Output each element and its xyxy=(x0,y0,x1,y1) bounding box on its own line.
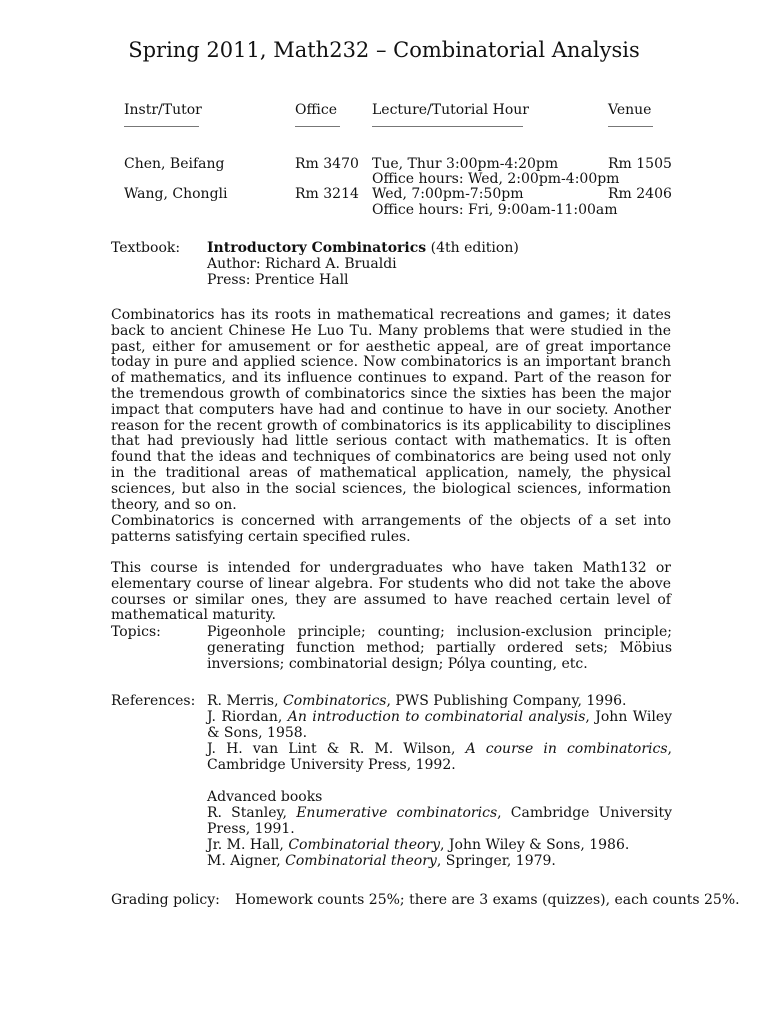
grading-text: Homework counts 25%; there are 3 exams (quizzes), each counts 25%. xyxy=(235,892,740,908)
page-title: Spring 2011, Math232 – Combinatorial Analysis xyxy=(128,38,640,62)
textbook-author: Author: Richard A. Brualdi xyxy=(207,256,397,272)
grading-label: Grading policy: xyxy=(111,892,220,908)
advanced-book-item: R. Stanley, Enumerative combinatorics, Cambridge University Press, 1991. xyxy=(207,805,672,837)
reference-item: J. Riordan, An introduction to combinatorial analysis, John Wiley & Sons, 1958. xyxy=(207,709,673,741)
row1-venue: Rm 1505 xyxy=(608,156,672,172)
textbook-edition: (4th edition) xyxy=(430,240,519,256)
row2-name: Wang, Chongli xyxy=(124,186,228,202)
header-underline xyxy=(608,126,653,127)
header-underline xyxy=(124,126,199,127)
textbook-label: Textbook: xyxy=(111,240,181,256)
references-list xyxy=(207,693,672,869)
advanced-book-item: M. Aigner, Combinatorial theory, Springer, 1979. xyxy=(207,853,556,869)
header-underline xyxy=(295,126,340,127)
reference-item: R. Merris, Combinatorics, PWS Publishing Company, 1996. xyxy=(207,693,627,709)
row2-hour: Wed, 7:00pm-7:50pm xyxy=(372,186,524,202)
references-label: References: xyxy=(111,693,196,709)
textbook-title: Introductory Combinatorics xyxy=(207,240,427,256)
definition-paragraph: Combinatorics is concerned with arrangements of the objects of a set into patterns satisfying certain specified rules. xyxy=(111,513,671,545)
intro-paragraph: Combinatorics has its roots in mathematical recreations and games; it dates back to ancient Chinese He Luo Tu. Many problems that were studied in the past, either for amusement or for aesthetic appeal, are of great importance today in pure and applied science. Now combinatorics is an important branch of mathematics, and its influence continues to expand. Part of the reason for the tremendous growth of combinatorics since the sixties has been the major impact that computers have had and continue to have in our society. Another reason for the recent growth of combinatorics is its applicability to disciplines that had previously had little serious contact with mathematics. It is often found that the ideas and techniques of combinatorics are being used not only in the traditional areas of mathematical application, namely, the physical sciences, but also in the social sciences, the biological sciences, information theory, and so on. xyxy=(111,307,671,513)
textbook-info xyxy=(207,240,519,288)
advanced-books-label: Advanced books xyxy=(207,789,323,805)
header-instr: Instr/Tutor xyxy=(124,102,202,118)
header-underline xyxy=(372,126,523,127)
row2-venue: Rm 2406 xyxy=(608,186,672,202)
textbook-press: Press: Prentice Hall xyxy=(207,272,349,288)
row1-name: Chen, Beifang xyxy=(124,156,225,172)
row2-office-hours: Office hours: Fri, 9:00am-11:00am xyxy=(372,202,618,218)
topics-text-wrap xyxy=(207,624,672,672)
reference-item: J. H. van Lint & R. M. Wilson, A course in combinatorics, Cambridge University Press, 1992. xyxy=(207,741,672,773)
header-hour: Lecture/Tutorial Hour xyxy=(372,102,529,118)
header-venue: Venue xyxy=(608,102,652,118)
row1-hour: Tue, Thur 3:00pm-4:20pm xyxy=(372,156,559,172)
row1-office-hours: Office hours: Wed, 2:00pm-4:00pm xyxy=(372,171,620,187)
row2-office: Rm 3214 xyxy=(295,186,359,202)
topics-text: Pigeonhole principle; counting; inclusion-exclusion principle; generating function method; partially ordered sets; Möbius inversions; combinatorial design; Pólya counting, etc. xyxy=(207,624,672,672)
row1-office: Rm 3470 xyxy=(295,156,359,172)
header-office: Office xyxy=(295,102,338,118)
topics-label: Topics: xyxy=(111,624,161,640)
prerequisite-paragraph: This course is intended for undergraduates who have taken Math132 or elementary course of linear algebra. For students who did not take the above courses or similar ones, they are assumed to have reached certain level of mathematical maturity. xyxy=(111,560,671,624)
advanced-book-item: Jr. M. Hall, Combinatorial theory, John Wiley & Sons, 1986. xyxy=(207,837,630,853)
